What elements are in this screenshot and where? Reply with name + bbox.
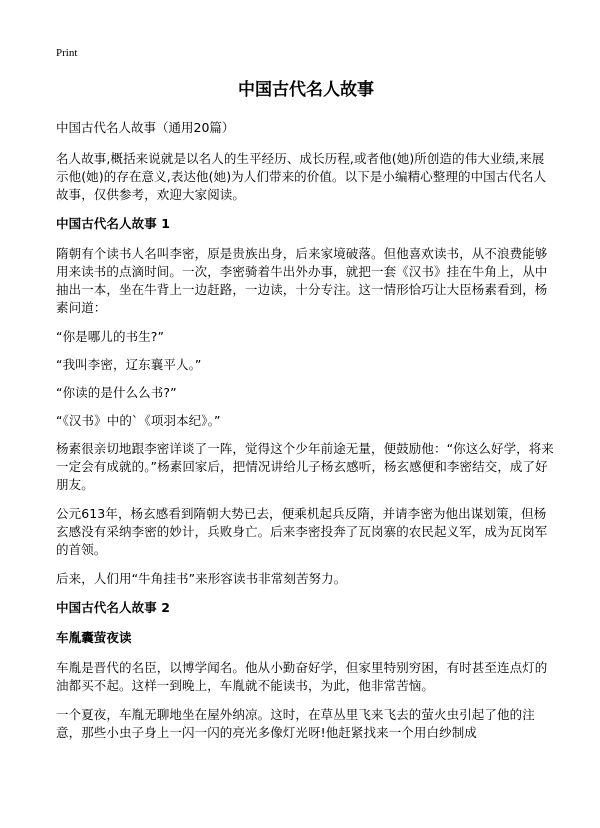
story1-paragraph-4: 后来，人们用“牛角挂书”来形容读书非常刻苦努力。 [56, 571, 347, 586]
story1-quote-3: “你读的是什么么书?” [56, 385, 177, 400]
story2-paragraph-2: 一个夏夜，车胤无聊地坐在屋外纳凉。这时，在草丛里飞来飞去的萤火虫引起了他的注意，那些小虫子身上一闪一闪的亮光多像灯光呀!他赶紧找来一个用白纱制成 [56, 707, 535, 740]
document-subtitle: 中国古代名人故事（通用20篇） [56, 120, 235, 135]
story1-paragraph-3: 公元613年，杨玄感看到隋朝大势已去，便乘机起兵反隋，并请李密为他出谋划策，但杨玄感没有采纳李密的妙计，兵败身亡。后来李密投奔了瓦岗寨的农民起义军，成为瓦岗军的首领。 [56, 506, 548, 557]
section-heading-2: 中国古代名人故事 2 [56, 600, 171, 615]
document-page [56, 0, 556, 828]
document-body [56, 150, 556, 753]
story1-paragraph-1: 隋朝有个读书人名叫李密，原是贵族出身，后来家境破落。但他喜欢读书，从不浪费能够用来读书的点滴时间。一次，李密骑着牛出外办事，就把一套《汉书》挂在牛角上，从中抽出一本，坐在牛背上一边赶路，一边读，十分专注。这一情形恰巧让大臣杨素看到，杨素问道： [56, 246, 548, 315]
page-title: 中国古代名人故事 [238, 80, 374, 100]
story1-paragraph-2: 杨素很亲切地跟李密详谈了一阵，觉得这个少年前途无量，便鼓励他：“你这么好学，将来一定会有成就的。”杨素回家后，把情况讲给儿子杨玄感听，杨玄感便和李密结交，成了好朋友。 [56, 441, 554, 492]
story2-paragraph-1: 车胤是晋代的名臣，以博学闻名。他从小勤奋好学，但家里特别穷困，有时甚至连点灯的油都买不起。这样一到晚上，车胤就不能读书，为此，他非常苦恼。 [56, 660, 548, 693]
section-heading-1: 中国古代名人故事 1 [56, 216, 171, 231]
story2-title: 车胤囊萤夜读 [56, 630, 132, 645]
intro-paragraph: 名人故事,概括来说就是以名人的生平经历、成长历程,或者他(她)所创造的伟大业绩,来展示他(她)的存在意义,表达他(她)为人们带来的价值。以下是小编精心整理的中国古代名人故事，仅供参考，欢迎大家阅读。 [56, 151, 547, 202]
story1-quote-4: “《汉书》中的`《项羽本纪》。” [56, 413, 221, 428]
story1-quote-2: “我叫李密，辽东襄平人。” [56, 357, 202, 372]
story1-quote-1: “你是哪儿的书生?” [56, 329, 165, 344]
print-label: Print [56, 47, 78, 59]
